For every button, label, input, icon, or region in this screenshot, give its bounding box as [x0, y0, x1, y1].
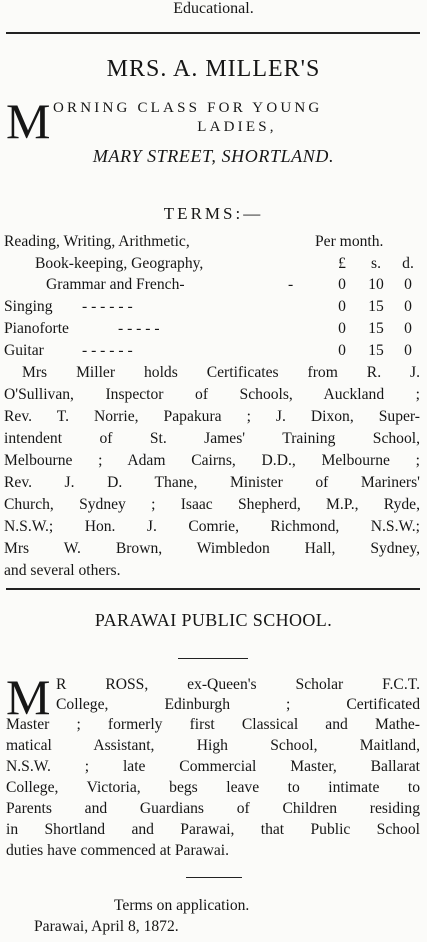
fee-pence: 0 — [404, 276, 412, 293]
paragraph-line: Rev. T. Norrie, Papakura ; J. Dixon, Super- — [4, 408, 420, 425]
fee-pence: 0 — [404, 298, 412, 315]
paragraph-line: Rev. J. D. Thane, Minister of Mariners' — [4, 474, 420, 491]
fee-row-leader: - - - - - - — [82, 298, 133, 315]
paragraph-line: Mrs W. Brown, Wimbledon Hall, Sydney, — [4, 540, 420, 557]
fee-shillings: 10 — [368, 276, 384, 293]
parawai-line: N.S.W. ; late Commercial Master, Ballarat — [6, 758, 420, 775]
parawai-line: in Shortland and Parawai, that Public School — [6, 821, 420, 838]
fee-shillings: 15 — [368, 342, 384, 359]
paragraph-line: O'Sullivan, Inspector of Schools, Auckland ; — [4, 386, 420, 403]
fee-pence: 0 — [404, 320, 412, 337]
fee-row-label: Guitar — [4, 342, 44, 359]
paragraph-line: Church, Sydney ; Isaac Shepherd, M.P., Ryde, — [4, 496, 420, 513]
fee-row-label: Singing — [4, 298, 53, 315]
terms-heading: TERMS:— — [163, 204, 264, 223]
parawai-line: matical Assistant, High School, Maitland, — [6, 737, 420, 754]
subjects-line1: Reading, Writing, Arithmetic, — [4, 233, 190, 250]
paragraph-line: Melbourne ; Adam Cairns, D.D., Melbourne ; — [4, 452, 420, 469]
miller-title: MRS. A. MILLER'S — [106, 56, 321, 82]
parawai-line: Parents and Guardians of Children residing — [6, 800, 420, 817]
miller-heading-line1: ORNING CLASS FOR YOUNG — [53, 100, 323, 116]
col-shillings: s. — [371, 255, 381, 272]
parawai-line: College, Edinburgh ; Certificated — [56, 696, 420, 713]
fee-row-label: Pianoforte — [4, 320, 69, 337]
parawai-title: PARAWAI PUBLIC SCHOOL. — [94, 610, 333, 630]
fee-pounds: 0 — [338, 276, 346, 293]
per-month-label: Per month. — [315, 233, 384, 250]
parawai-title-rule — [178, 658, 248, 659]
fee-row-leader: - — [288, 276, 294, 293]
fee-shillings: 15 — [368, 298, 384, 315]
parawai-line: duties have commenced at Parawai. — [6, 842, 229, 859]
section-rule — [6, 32, 420, 34]
col-pence: d. — [402, 255, 414, 272]
parawai-date: Parawai, April 8, 1872. — [34, 918, 179, 935]
fee-pence: 0 — [404, 342, 412, 359]
paragraph-line: N.S.W.; Hon. J. Comrie, Richmond, N.S.W.; — [4, 518, 420, 535]
parawai-line: Master ; formerly first Classical and Mathe- — [6, 716, 420, 733]
miller-address: MARY STREET, SHORTLAND. — [92, 146, 335, 166]
section-heading: Educational. — [173, 0, 254, 17]
miller-heading-line2: LADIES, — [197, 119, 277, 135]
parawai-terms: Terms on application. — [114, 897, 250, 914]
paragraph-line: intendent of St. James' Training School, — [4, 430, 420, 447]
parawai-closing-rule — [186, 877, 242, 878]
paragraph-line: Mrs Miller holds Certificates from R. J. — [22, 364, 420, 381]
fee-row-leader: - - - - - — [118, 320, 160, 337]
paragraph-line: and several others. — [4, 562, 121, 579]
fee-pounds: 0 — [338, 320, 346, 337]
fee-row-label: Grammar and French- — [46, 276, 185, 293]
miller-dropcap: M — [6, 93, 51, 149]
col-pounds: £ — [338, 255, 346, 272]
advertisement-divider — [6, 588, 420, 590]
fee-row-leader: - - - - - - — [82, 342, 133, 359]
parawai-line: R ROSS, ex-Queen's Scholar F.C.T. — [56, 676, 420, 693]
parawai-dropcap: M — [6, 669, 51, 725]
parawai-line: College, Victoria, begs leave to intimate to — [6, 779, 420, 796]
fee-shillings: 15 — [368, 320, 384, 337]
fee-pounds: 0 — [338, 298, 346, 315]
subjects-line2: Book-keeping, Geography, — [35, 255, 204, 272]
fee-pounds: 0 — [338, 342, 346, 359]
